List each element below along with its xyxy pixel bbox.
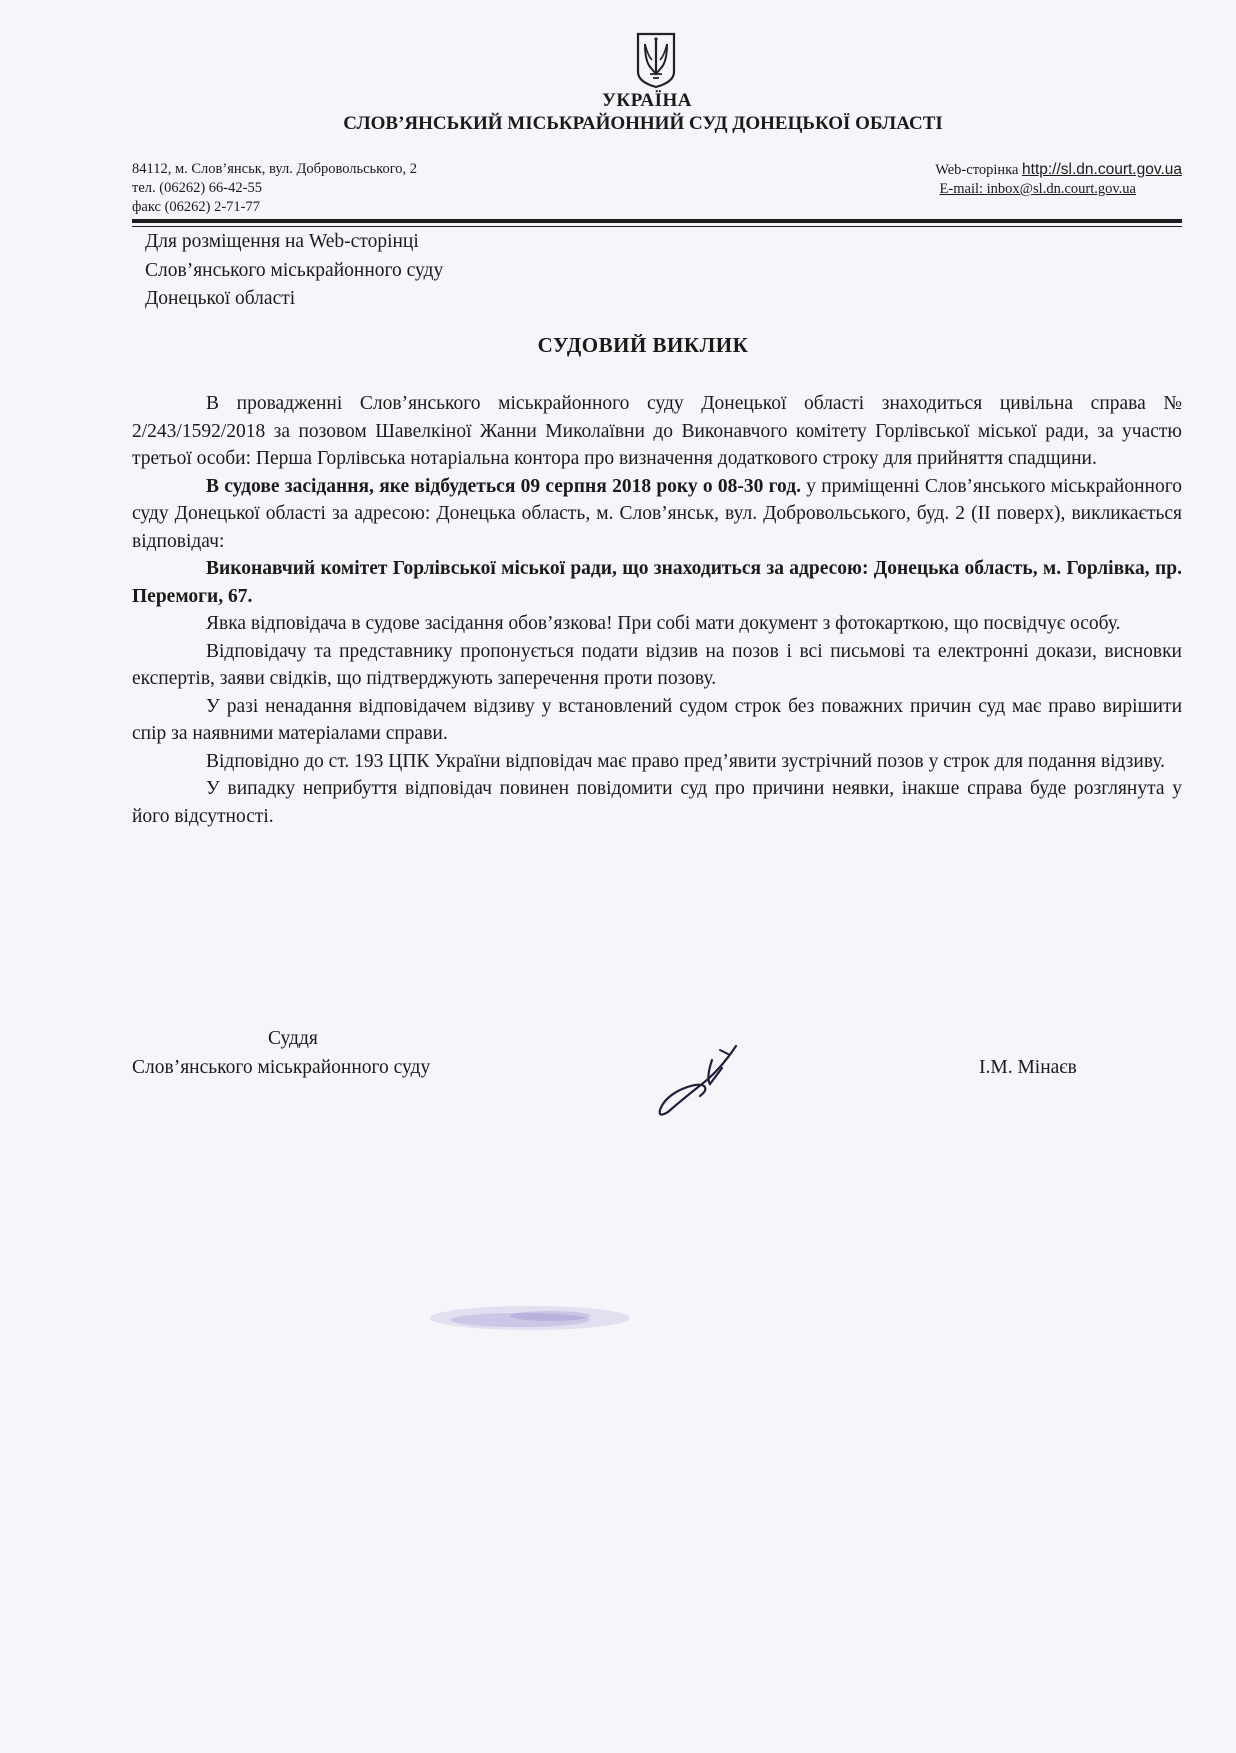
absence-paragraph: У випадку неприбуття відповідач повинен повідомити суд про причини неявки, інакше справа буде розглянута у його відсутності.	[132, 778, 1182, 827]
trident-emblem-icon	[633, 30, 679, 90]
email-link[interactable]: E-mail: inbox@sl.dn.court.gov.ua	[939, 181, 1136, 197]
no-response-paragraph: У разі ненадання відповідачем відзиву у встановлений судом строк без поважних причин суд має право вирішити спір за наявними матеріалами справи.	[132, 695, 1182, 744]
response-paragraph: Відповідачу та представнику пропонується подати відзив на позов і всі письмові та електронні докази, висновки експертів, заяви свідків, що підтверджують заперечення проти позову.	[132, 640, 1182, 689]
defendant-paragraph	[132, 555, 1182, 610]
judge-court: Слов’янського міськрайонного суду	[132, 1057, 431, 1078]
hearing-location-text: у приміщенні Слов’янського міськрайонного суду Донецької області за адресою: Донецька область, м. Слов’янськ, вул. Добровольського, буд. 2 (ІІ поверх), викликається відповідач:	[132, 475, 1182, 552]
country-name: УКРАЇНА	[601, 90, 692, 111]
judge-role: Суддя	[268, 1028, 318, 1049]
header-divider-thin	[132, 226, 1182, 227]
handwritten-signature-icon	[650, 1040, 750, 1120]
court-address-block	[132, 160, 417, 217]
hearing-date-text: В судове засідання, яке відбудеться 09 серпня 2018 року о 08-30 год.	[206, 475, 801, 497]
court-name: СЛОВ’ЯНСЬКИЙ МІСЬКРАЙОННИЙ СУД ДОНЕЦЬКОЇ ОБЛАСТІ	[343, 113, 943, 134]
summons-body	[132, 390, 1182, 830]
faded-stamp-icon	[410, 1290, 650, 1350]
addressee-line: Для розміщення на Web-сторінці	[145, 231, 419, 252]
addressee-line: Слов’янського міськрайонного суду	[145, 259, 444, 281]
court-web-contacts	[935, 160, 1182, 199]
web-page-label: Web-сторінка	[935, 162, 1023, 178]
addressee-line: Донецької області	[145, 288, 296, 309]
header-divider-thick	[132, 219, 1182, 223]
hearing-paragraph	[132, 473, 1182, 556]
defendant-text: Виконавчий комітет Горлівської міської ради, що знаходиться за адресою: Донецька область, м. Горлівка, пр. Перемоги, 67.	[132, 558, 1182, 607]
court-address: 84112, м. Слов’янськ, вул. Добровольського, 2	[132, 161, 418, 177]
counterclaim-paragraph: Відповідно до ст. 193 ЦПК України відповідач має право пред’явити зустрічний позов у строк для подання відзиву.	[206, 750, 1166, 772]
attendance-paragraph: Явка відповідача в судове засідання обов’язкова! При собі мати документ з фотокарткою, що посвідчує особу.	[206, 613, 1121, 634]
addressee-block	[145, 228, 443, 314]
court-phone: тел. (06262) 66-42-55	[132, 180, 262, 196]
web-page-link[interactable]: http://sl.dn.court.gov.ua	[1022, 161, 1182, 178]
web-page-line	[935, 160, 1182, 180]
judge-name: І.М. Мінаєв	[979, 1057, 1077, 1078]
document-title: СУДОВИЙ ВИКЛИК	[537, 333, 749, 357]
case-description-paragraph: В провадженні Слов’янського міськрайонного суду Донецької області знаходиться цивільна справа № 2/243/1592/2018 за позовом Шавелкіної Жанни Миколаївни до Виконавчого комітету Горлівської міської ради, за участю третьої особи: Перша Горлівська нотаріальна контора про визначення додаткового строку для прийняття спадщини.	[132, 393, 1182, 469]
court-fax: факс (06262) 2-71-77	[132, 199, 261, 215]
